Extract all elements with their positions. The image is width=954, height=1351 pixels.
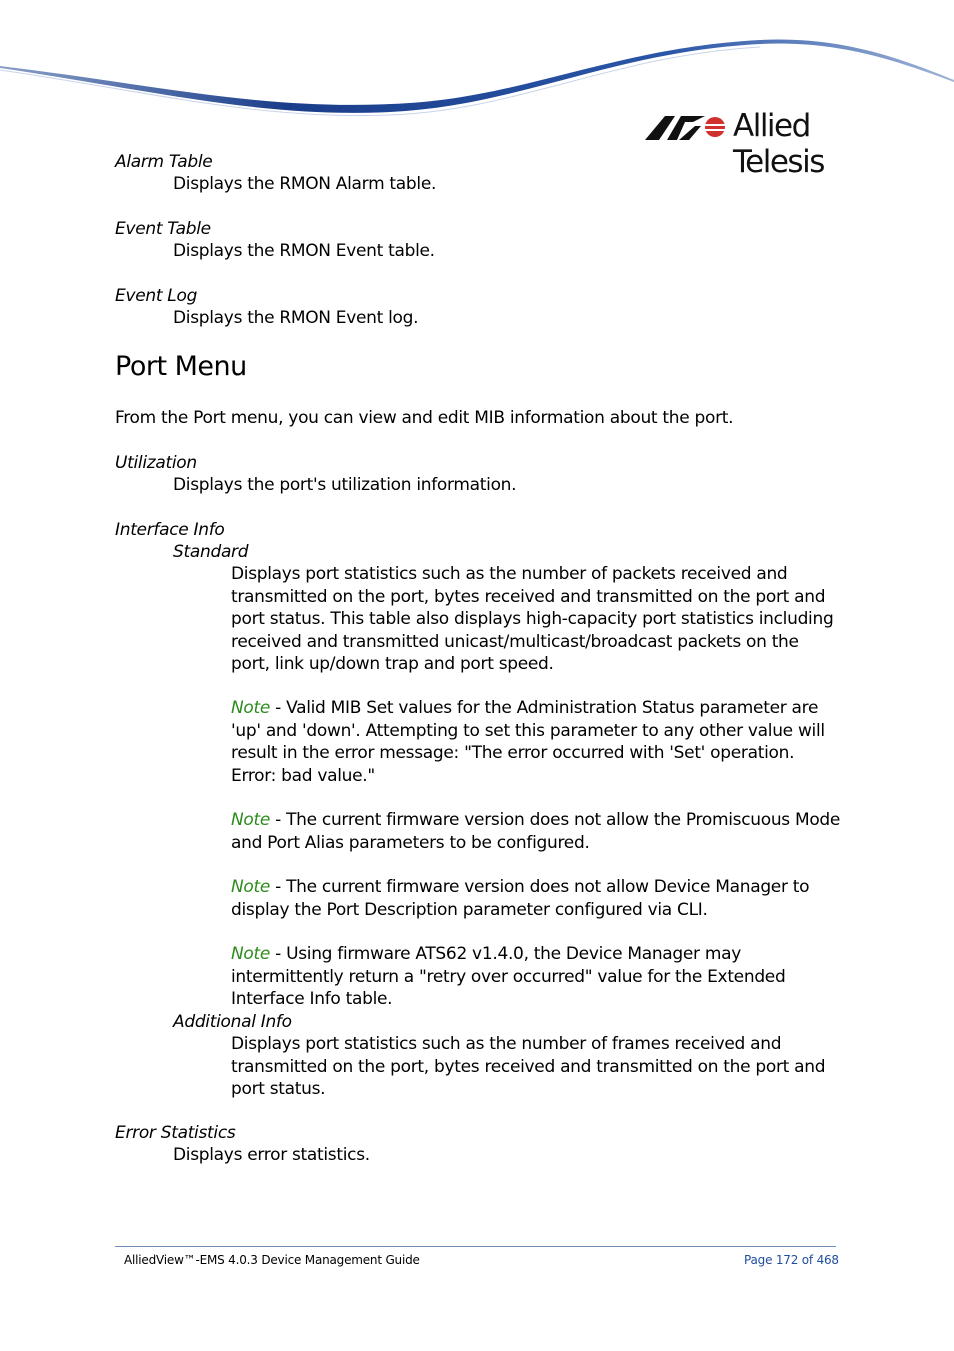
note-firmware [231,943,841,1011]
allied-telesis-mark-icon [645,112,727,144]
note-admin-status [231,697,841,787]
note-text: - The current firmware version does not allow Device Manager to display the Port Description parameter configured via CLI. [231,877,810,920]
event-log-desc: Displays the RMON Event log. [173,308,419,328]
brand-name: Allied Telesis [733,108,824,180]
note-label: Note [231,877,271,897]
note-label: Note [231,810,271,830]
alarm-table-term: Alarm Table [115,152,213,172]
page-title: Port Menu [115,351,247,382]
additional-info-desc: Displays port statistics such as the number of frames received and transmitted on the port, bytes received and transmitted on the port and port status. [231,1034,826,1099]
event-table-desc: Displays the RMON Event table. [173,241,435,261]
port-menu-intro: From the Port menu, you can view and edit MIB information about the port. [115,408,734,428]
alarm-table-desc: Displays the RMON Alarm table. [173,174,437,194]
standard-desc: Displays port statistics such as the number of packets received and transmitted on the port, bytes received and transmitted on the port and port status. This table also displays high-capacity port statistics including received and transmitted unicast/multicast/broadcast packets on the port, link up/down trap and port speed. [231,564,834,674]
footer-doc-title: AlliedView™-EMS 4.0.3 Device Management Guide [124,1253,420,1267]
error-statistics-term: Error Statistics [115,1123,236,1143]
utilization-term: Utilization [115,453,197,473]
error-statistics-desc: Displays error statistics. [173,1145,370,1165]
event-table-term: Event Table [115,219,211,239]
utilization-desc: Displays the port's utilization information. [173,475,517,495]
footer-divider [115,1246,836,1247]
footer-page-number: Page 172 of 468 [744,1253,839,1267]
note-label: Note [231,944,271,964]
standard-term: Standard [173,542,249,562]
brand-logo [645,108,905,180]
note-label: Note [231,698,271,718]
note-port-description [231,876,841,921]
note-promiscuous [231,809,841,854]
interface-info-term: Interface Info [115,520,225,540]
additional-info-term: Additional Info [173,1012,292,1032]
note-text: - The current firmware version does not allow the Promiscuous Mode and Port Alias parameters to be configured. [231,810,841,853]
note-text: - Valid MIB Set values for the Administration Status parameter are 'up' and 'down'. Attempting to set this parameter to any other value will result in the error message: "The error occurred with 'Set' operation. Error: bad value." [231,698,825,786]
event-log-term: Event Log [115,286,198,306]
note-text: - Using firmware ATS62 v1.4.0, the Device Manager may intermittently return a "retry over occurred" value for the Extended Interface Info table. [231,944,786,1009]
